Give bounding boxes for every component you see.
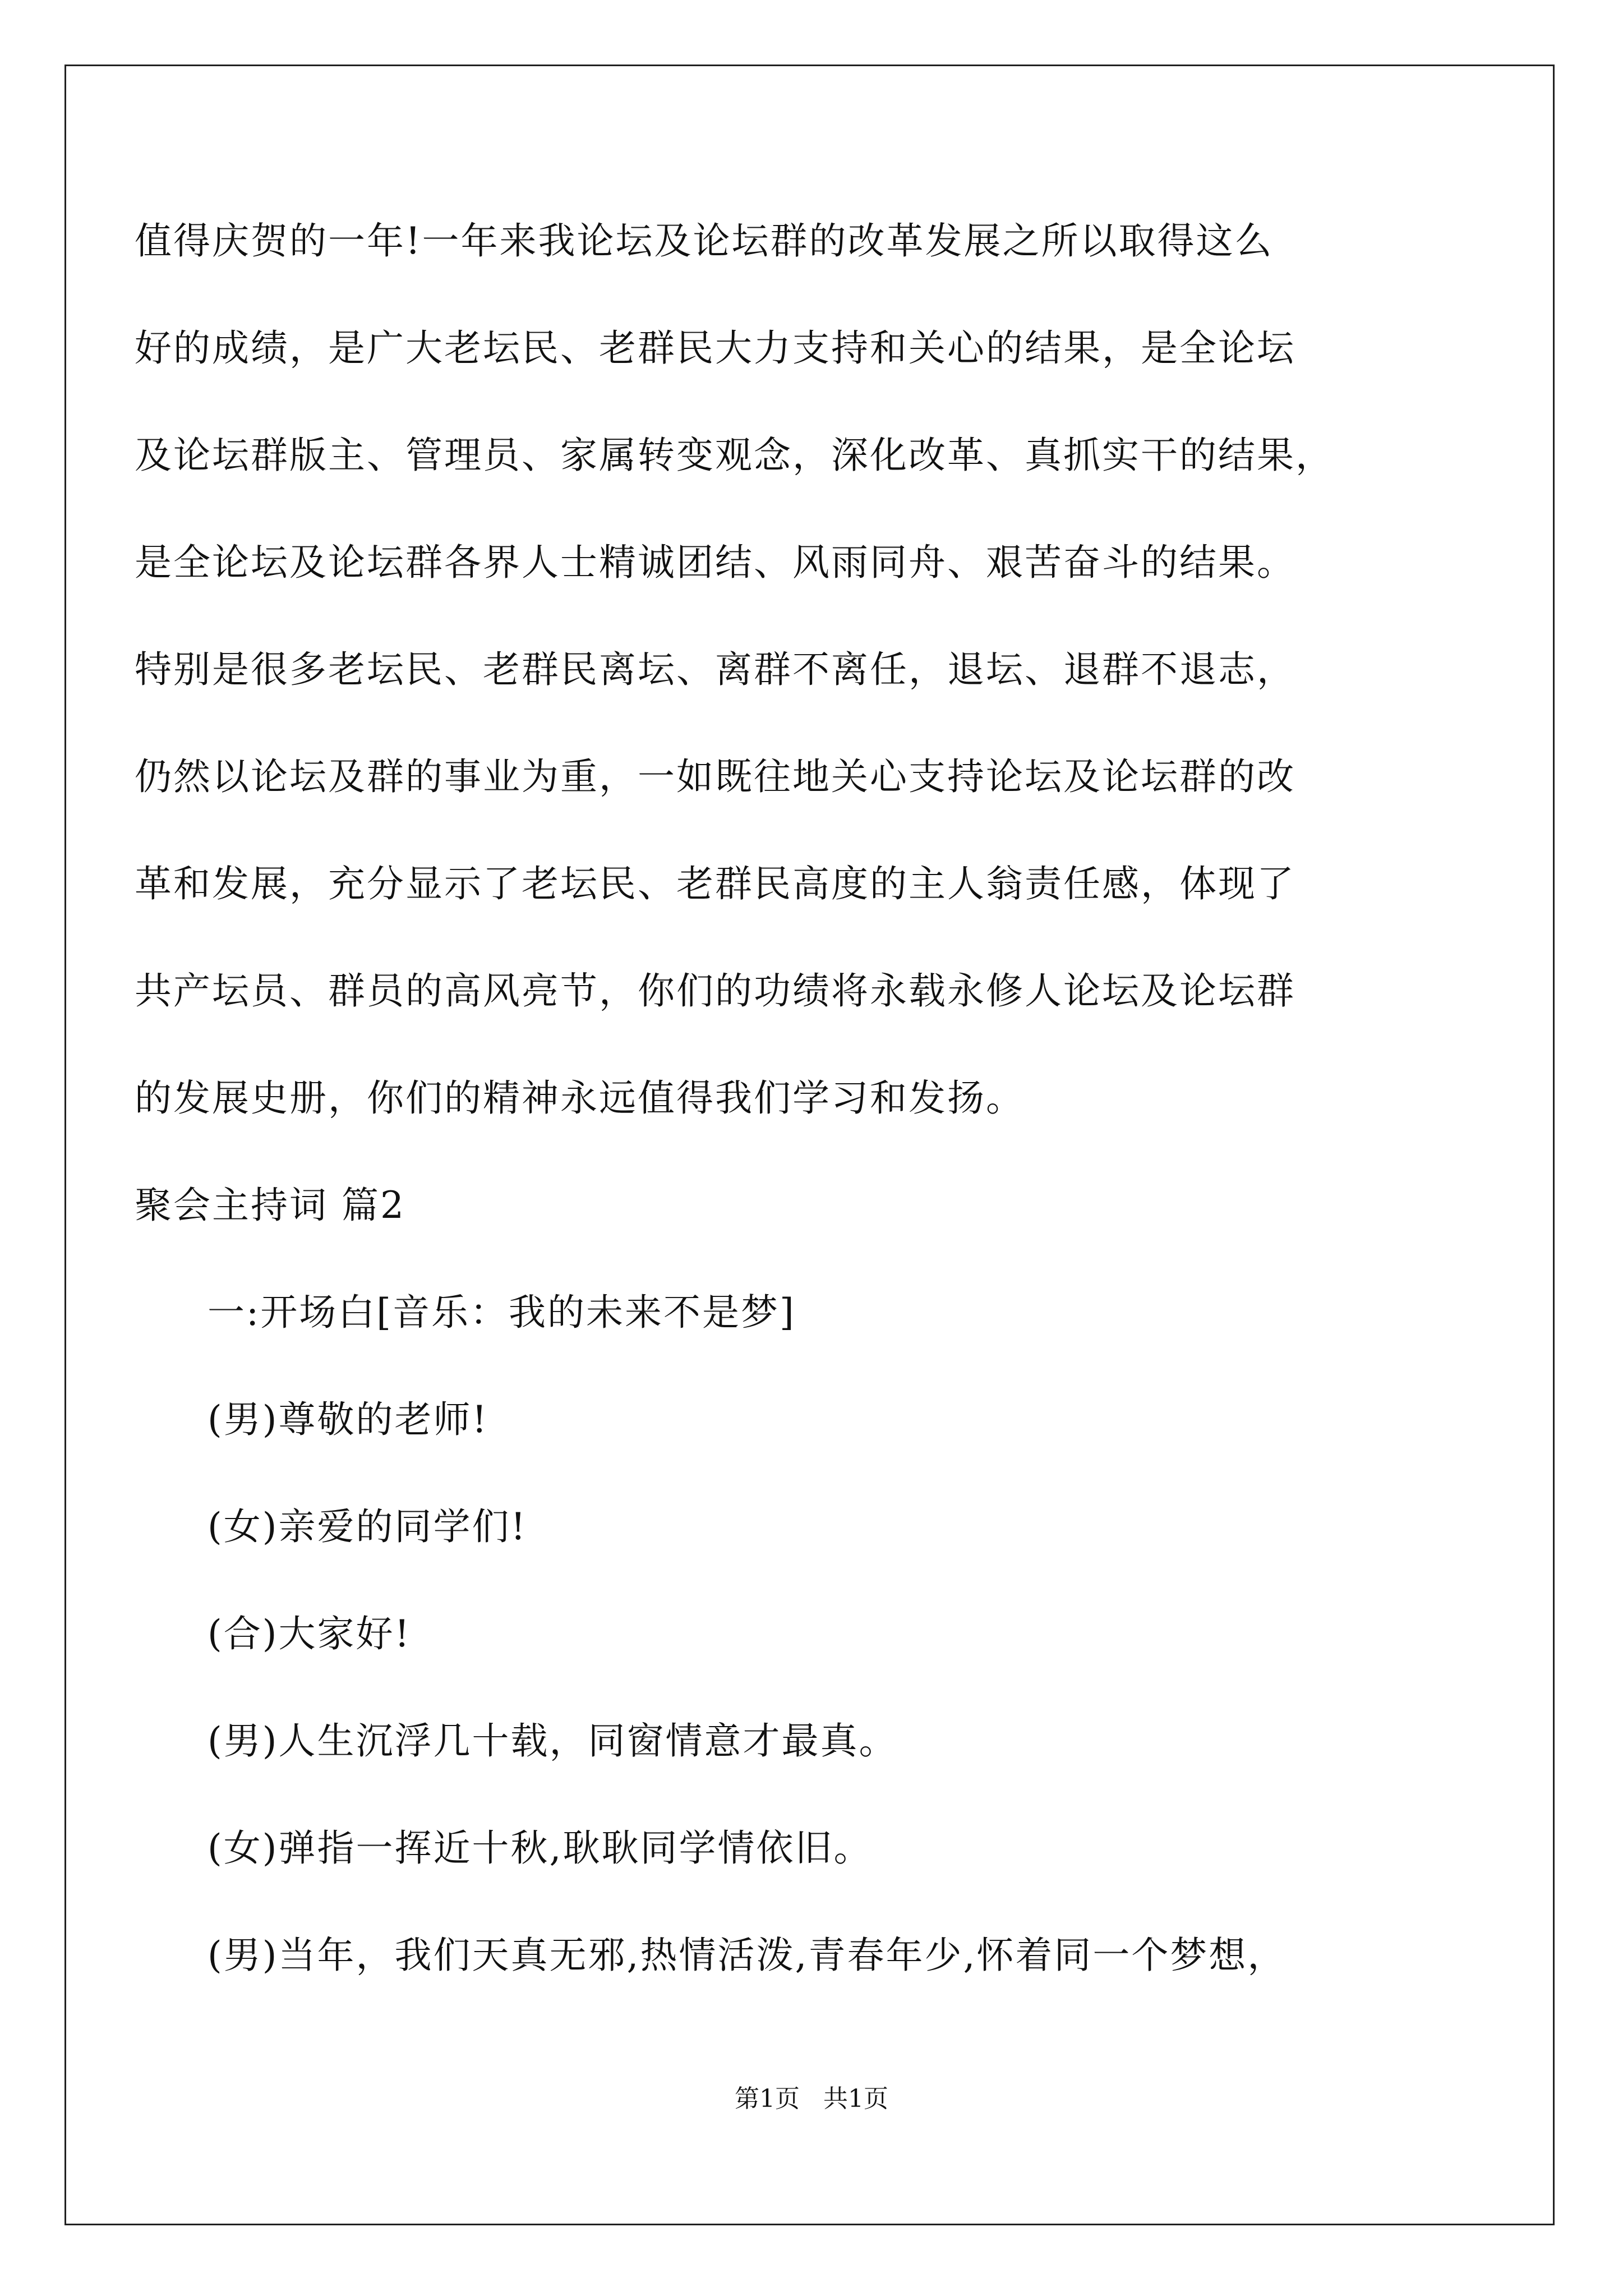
paragraph-line: 革和发展，充分显示了老坛民、老群民高度的主人翁责任感，体现了: [135, 862, 1295, 905]
dialogue-line: (男)当年，我们天真无邪,热情活泼,青春年少,怀着同一个梦想，: [208, 1934, 1287, 1977]
paragraph-line: 是全论坛及论坛群各界人士精诚团结、风雨同舟、艰苦奋斗的结果。: [135, 541, 1295, 584]
dialogue-line: 一:开场白[音乐：我的未来不是梦]: [208, 1291, 796, 1334]
section-heading: 聚会主持词 篇2: [135, 1184, 405, 1227]
page-border: [64, 65, 1555, 2225]
paragraph-line: 的发展史册，你们的精神永远值得我们学习和发扬。: [135, 1076, 1025, 1120]
paragraph-line: 及论坛群版主、管理员、家属转变观念，深化改革、真抓实干的结果，: [135, 434, 1334, 477]
dialogue-line: (男)尊敬的老师!: [208, 1398, 489, 1441]
page-footer: 第1页 共1页: [735, 2085, 888, 2113]
dialogue-line: (合)大家好!: [208, 1612, 412, 1655]
paragraph-line: 特别是很多老坛民、老群民离坛、离群不离任，退坛、退群不退志，: [135, 648, 1295, 691]
dialogue-line: (男)人生沉浮几十载，同窗情意才最真。: [208, 1719, 898, 1763]
dialogue-line: (女)亲爱的同学们!: [208, 1505, 528, 1548]
paragraph-line: 仍然以论坛及群的事业为重，一如既往地关心支持论坛及论坛群的改: [135, 755, 1295, 798]
paragraph-line: 好的成绩，是广大老坛民、老群民大力支持和关心的结果，是全论坛: [135, 326, 1295, 370]
dialogue-line: (女)弹指一挥近十秋,耿耿同学情依旧。: [208, 1826, 873, 1870]
paragraph-line: 值得庆贺的一年!一年来我论坛及论坛群的改革发展之所以取得这么: [135, 219, 1274, 263]
paragraph-line: 共产坛员、群员的高风亮节，你们的功绩将永载永修人论坛及论坛群: [135, 969, 1295, 1013]
